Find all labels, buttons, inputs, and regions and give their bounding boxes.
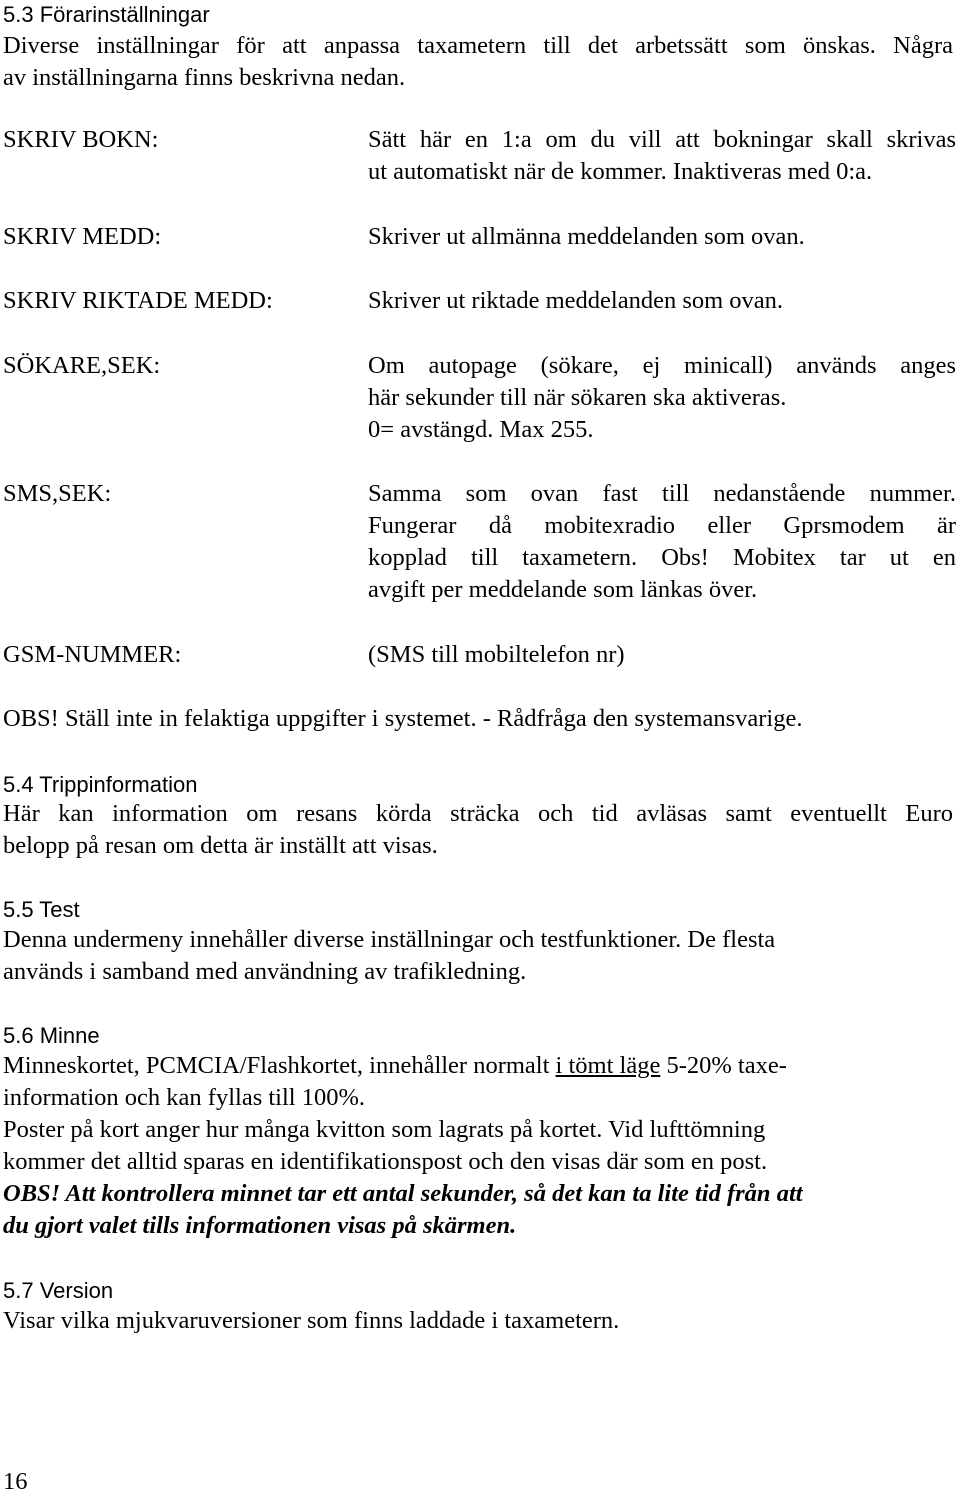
desc-line: avgift per meddelande som länkas över.	[368, 576, 758, 603]
text-run: Minneskortet, PCMCIA/Flashkortet, innehåller normalt	[3, 1052, 556, 1079]
section-heading-5-7: 5.7 Version	[3, 1278, 114, 1303]
intro-line-2: av inställningarna finns beskrivna nedan.	[3, 64, 406, 91]
setting-desc-gsm-nummer	[368, 639, 956, 671]
section-body-5-4	[3, 798, 953, 862]
page-number: 16	[3, 1468, 28, 1495]
section-body-5-6	[3, 1050, 903, 1242]
intro-line-1: Diverse inställningar för att anpassa taxametern till det arbetssätt som önskas. Några	[3, 32, 953, 59]
body-line: Här kan information om resans körda sträcka och tid avläsas samt eventuellt Euro	[3, 800, 953, 827]
desc-line: Samma som ovan fast till nedanstående nummer.	[368, 480, 956, 507]
desc-line: Sätt här en 1:a om du vill att bokningar skall skrivas	[368, 126, 956, 153]
section-heading-5-4: 5.4 Trippinformation	[3, 772, 198, 797]
desc-line: Om autopage (sökare, ej minicall) används anges	[368, 352, 956, 379]
body-line: Poster på kort anger hur många kvitton som lagrats på kortet. Vid lufttömning	[3, 1116, 766, 1143]
setting-label-gsm-nummer: GSM-NUMMER:	[3, 641, 182, 668]
desc-line: Skriver ut allmänna meddelanden som ovan.	[368, 223, 805, 250]
setting-label-sms-sek: SMS,SEK:	[3, 480, 112, 507]
text-run: 5-20% taxe-	[660, 1052, 787, 1079]
desc-line: Fungerar då mobitexradio eller Gprsmodem är	[368, 512, 956, 539]
section-body-5-7: Visar vilka mjukvaruversioner som finns laddade i taxametern.	[3, 1307, 620, 1334]
setting-label-skriv-bokn: SKRIV BOKN:	[3, 126, 159, 153]
body-line	[3, 1050, 903, 1082]
setting-desc-sms-sek	[368, 478, 956, 606]
section-heading-5-5: 5.5 Test	[3, 897, 80, 922]
setting-desc-skriv-riktade-medd	[368, 285, 956, 317]
setting-desc-sokare-sek	[368, 350, 956, 446]
underlined-text: i tömt läge	[555, 1052, 661, 1079]
desc-line: här sekunder till när sökaren ska aktiveras.	[368, 384, 787, 411]
desc-line: Skriver ut riktade meddelanden som ovan.	[368, 287, 784, 314]
setting-label-sokare-sek: SÖKARE,SEK:	[3, 352, 161, 379]
body-line: belopp på resan om detta är inställt att visas.	[3, 832, 438, 859]
desc-line: 0= avstängd. Max 255.	[368, 416, 594, 443]
desc-line: kopplad till taxametern. Obs! Mobitex tar ut en	[368, 544, 956, 571]
desc-line: (SMS till mobiltelefon nr)	[368, 641, 625, 668]
section-heading-5-3: 5.3 Förarinställningar	[3, 2, 210, 27]
setting-label-skriv-riktade-medd: SKRIV RIKTADE MEDD:	[3, 287, 273, 314]
obs-line: OBS! Att kontrollera minnet tar ett antal sekunder, så det kan ta lite tid från att	[3, 1180, 803, 1207]
body-line: information och kan fyllas till 100%.	[3, 1084, 365, 1111]
section-heading-5-6: 5.6 Minne	[3, 1023, 100, 1048]
obs-line: du gjort valet tills informationen visas på skärmen.	[3, 1212, 517, 1239]
obs-warning: OBS! Ställ inte in felaktiga uppgifter i systemet. - Rådfråga den systemansvarige.	[3, 705, 803, 732]
body-line: Denna undermeny innehåller diverse inställningar och testfunktioner. De flesta	[3, 926, 776, 953]
setting-desc-skriv-medd	[368, 221, 956, 253]
section-intro-5-3	[3, 30, 953, 94]
section-body-5-5	[3, 924, 953, 988]
desc-line: ut automatiskt när de kommer. Inaktiveras med 0:a.	[368, 158, 873, 185]
setting-desc-skriv-bokn	[368, 124, 956, 188]
setting-label-skriv-medd: SKRIV MEDD:	[3, 223, 162, 250]
body-line: används i samband med användning av trafikledning.	[3, 958, 527, 985]
body-line: kommer det alltid sparas en identifikationspost och den visas där som en post.	[3, 1148, 768, 1175]
